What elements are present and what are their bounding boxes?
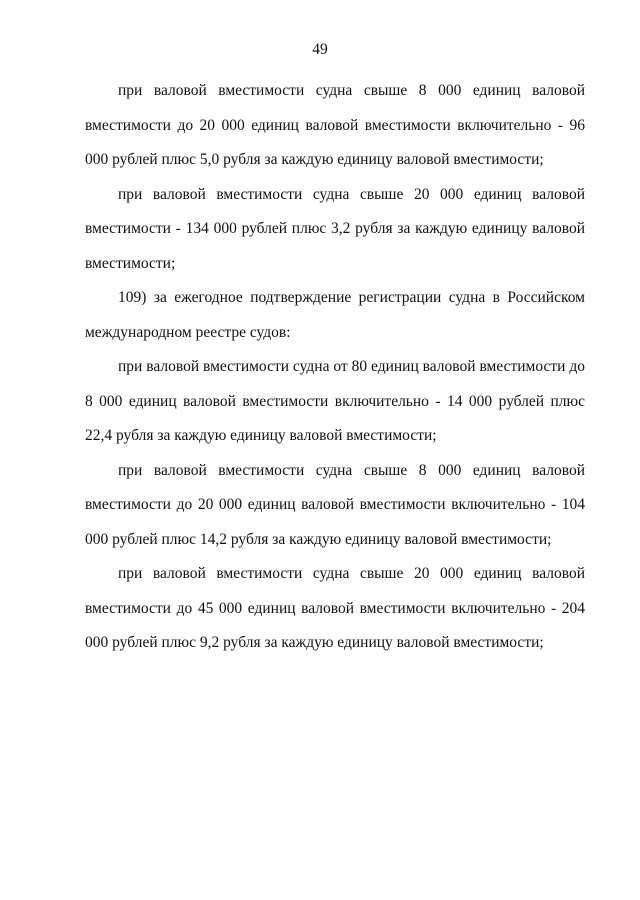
paragraph-tonnage-over-20000: при валовой вместимости судна свыше 20 000 единиц валовой вместимости - 134 000 рублей плюс 3,2 рубля за каждую единицу валовой вместимости; (85, 185, 585, 272)
paragraph-annual-20000-45000: при валовой вместимости судна свыше 20 000 единиц валовой вместимости до 45 000 единиц валовой вместимости включительно - 204 000 рублей плюс 9,2 рубля за каждую единицу валовой вместимости; (85, 565, 585, 651)
paragraph-annual-8000-20000: при валовой вместимости судна свыше 8 000 единиц валовой вместимости до 20 000 единиц валовой вместимости включительно - 104 000 рублей плюс 14,2 рубля за каждую единицу валовой вместимости; (85, 461, 585, 548)
page-number: 49 (312, 41, 328, 58)
paragraph-item-109: 109) за ежегодное подтверждение регистрации судна в Российском международном реестре судов: (85, 289, 585, 341)
paragraph-tonnage-8000-20000: при валовой вместимости судна свыше 8 000 единиц валовой вместимости до 20 000 единиц валовой вместимости включительно - 96 000 рублей плюс 5,0 рубля за каждую единицу валовой вместимости; (85, 82, 585, 168)
paragraph-annual-80-8000: при валовой вместимости судна от 80 единиц валовой вместимости до 8 000 единиц валовой вместимости включительно - 14 000 рублей плюс 22,4 рубля за каждую единицу валовой вместимости; (85, 358, 585, 444)
document-body (85, 74, 585, 661)
